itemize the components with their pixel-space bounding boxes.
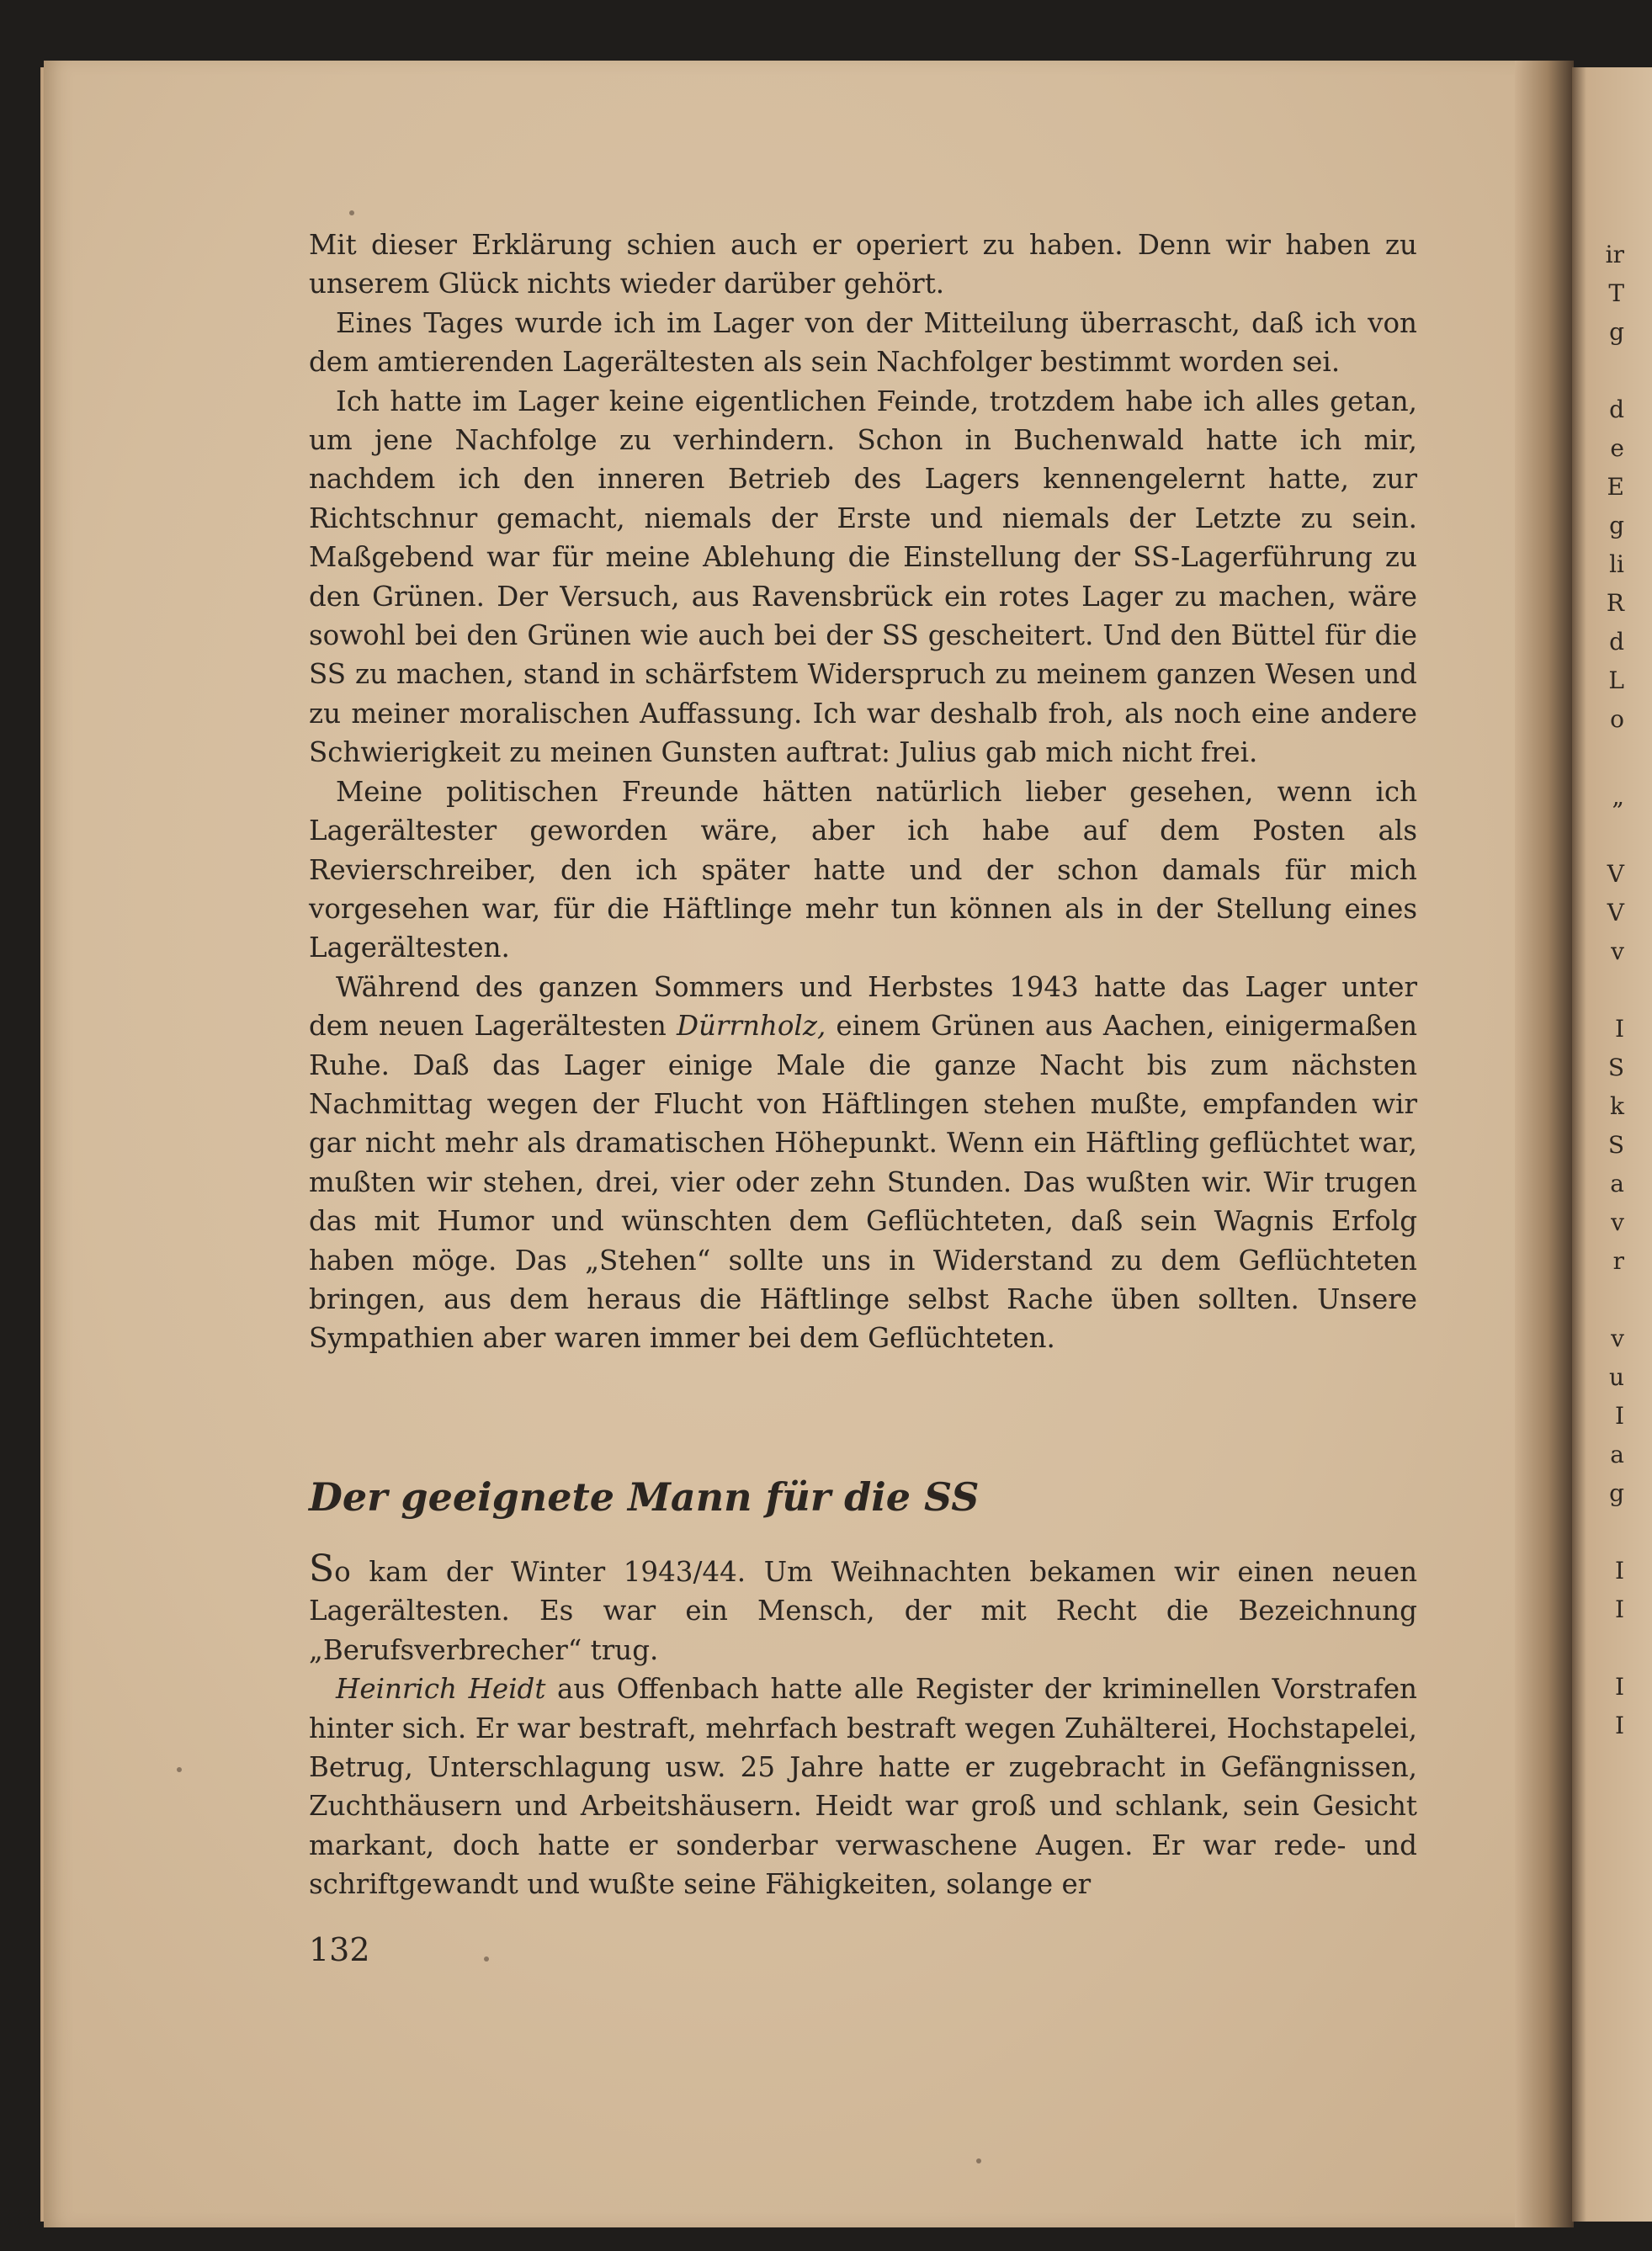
next-page-fragment: [1574, 816, 1624, 855]
person-name-italic: Heinrich Heidt: [336, 1673, 546, 1706]
next-page-edge: [1572, 67, 1652, 2222]
next-page-fragment: [1574, 739, 1624, 778]
section-heading: Der geeignete Mann für die SS: [309, 1474, 980, 1520]
next-page-fragment: I: [1614, 1673, 1624, 1701]
next-page-fragment: v: [1611, 1325, 1624, 1352]
paragraph: Ich hatte im Lager keine eigentlichen Feinde, trotzdem habe ich alles getan, um jene Nachfolge zu verhindern. Schon in Buchenwald hatte ich mir, nachdem ich den inneren Betrieb des Lagers kennengelernt hatte, zur Richtschnur gemacht, niemals der Erste und niemals der Letzte zu sein. Maßgebend war für meine Ablehung die Einstellung der SS-Lagerführung zu den Grünen. Der Versuch, aus Ravensbrück ein rotes Lager zu machen, wäre sowohl bei den Grünen wie auch bei der SS gescheitert. Und den Büttel für die SS zu machen, stand in schärfstem Widerspruch zu meinem ganzen Wesen und zu meiner moralischen Auffassung. Ich war deshalb froh, als noch eine andere Schwierigkeit zu meinen Gunsten auftrat: Julius gab mich nicht frei.: [309, 385, 1417, 769]
next-page-fragment: V: [1607, 899, 1624, 926]
paragraph-part: aus Offenbach hatte alle Register der kriminellen Vorstrafen hinter sich. Er war bestraft, mehrfach bestraft wegen Zuhälterei, Hochstapelei, Betrug, Unterschlagung usw. 25 Jahre hatte er zugebracht in Gefängnissen, Zuchthäusern und Arbeitshäusern. Heidt war groß und schlank, sein Gesicht markant, doch hatte er sonderbar verwaschene Augen. Er war rede- und schriftgewandt und wußte seine Fähigkeiten, solange er: [309, 1673, 1417, 1901]
paragraph-part: Während des ganzen Sommers und Herbstes 1943 hatte das Lager unter dem neuen Lagerältesten: [309, 970, 1417, 1043]
next-page-fragment: L: [1608, 666, 1624, 694]
paragraph: [309, 968, 1417, 1358]
paragraph: Meine politischen Freunde hätten natürlich lieber gesehen, wenn ich Lagerältester geworden wäre, aber ich habe auf dem Posten als Revierschreiber, den ich später hatte und der schon damals für mich vorgesehen war, für die Häftlinge mehr tun können als in der Stellung eines Lagerältesten.: [309, 775, 1417, 964]
paper-speck: [484, 1956, 489, 1962]
next-page-fragment: v: [1611, 937, 1624, 965]
next-page-fragment: [1574, 1629, 1624, 1668]
next-page-fragment: ir: [1605, 241, 1624, 268]
next-page-fragment: S: [1607, 1131, 1624, 1159]
person-name-italic: Dürrnholz,: [676, 1010, 826, 1043]
next-page-fragment: g: [1609, 512, 1624, 539]
next-page-fragment: li: [1609, 550, 1624, 578]
next-page-fragment: „: [1612, 783, 1624, 810]
next-page-fragment: [1574, 352, 1624, 390]
next-page-fragment: R: [1606, 589, 1624, 617]
body-text-top: [309, 226, 1417, 1358]
next-page-fragment: [1574, 1281, 1624, 1319]
paper-speck: [976, 2158, 981, 2163]
next-page-fragment: a: [1610, 1441, 1624, 1468]
next-page-fragment: I: [1614, 1557, 1624, 1585]
next-page-fragment: [1574, 971, 1624, 1010]
next-page-fragment: T: [1608, 279, 1624, 307]
next-page-fragment: I: [1614, 1402, 1624, 1430]
page-number: 132: [309, 1931, 370, 1968]
paragraph: [309, 1550, 1417, 1670]
next-page-fragment: v: [1611, 1208, 1624, 1236]
body-text-bottom: [309, 1550, 1417, 1904]
next-page-fragment: E: [1607, 473, 1624, 501]
next-page-fragment: S: [1607, 1054, 1624, 1081]
paragraph: [309, 1670, 1417, 1903]
next-page-fragment: d: [1609, 628, 1624, 656]
next-page-fragment: g: [1609, 318, 1624, 346]
next-page-fragment: I: [1614, 1595, 1624, 1623]
next-page-fragment: [1574, 1513, 1624, 1552]
paragraph: Mit dieser Erklärung schien auch er operiert zu haben. Denn wir haben zu unserem Glück nichts wieder darüber gehört.: [309, 229, 1417, 300]
next-page-fragment: e: [1610, 434, 1624, 462]
next-page-fragment: I: [1614, 1712, 1624, 1739]
next-page-fragment: k: [1610, 1092, 1624, 1120]
next-page-fragment: V: [1607, 860, 1624, 888]
paragraph-part: einem Grünen aus Aachen, einigermaßen Ruhe. Daß das Lager einige Male die ganze Nacht bis zum nächsten Nachmittag wegen der Flucht von Häftlingen stehen mußte, empfanden wir gar nicht mehr als dramatischen Höhepunkt. Wenn ein Häftling geflüchtet war, mußten wir stehen, drei, vier oder zehn Stunden. Das wußten wir. Wir trugen das mit Humor und wünschten dem Geflüchteten, daß sein Wagnis Erfolg haben möge. Das „Stehen“ sollte uns in Widerstand zu dem Geflüchteten bringen, aus dem heraus die Häftlinge selbst Rache üben sollten. Unsere Sympathien aber waren immer bei dem Geflüchteten.: [309, 1010, 1417, 1355]
book-gutter: [1515, 61, 1574, 2227]
next-page-fragment: g: [1609, 1479, 1624, 1507]
paper-speck: [349, 210, 354, 215]
drop-initial: S: [309, 1548, 335, 1590]
next-page-fragment: a: [1610, 1170, 1624, 1197]
next-page-fragment: I: [1614, 1015, 1624, 1043]
paragraph: Eines Tages wurde ich im Lager von der Mitteilung überrascht, daß ich von dem amtierenden Lagerältesten als sein Nachfolger bestimmt worden sei.: [309, 306, 1417, 379]
next-page-fragment: r: [1612, 1247, 1624, 1275]
next-page-fragment: u: [1608, 1363, 1624, 1391]
next-page-fragment: d: [1609, 396, 1624, 423]
paper-speck: [177, 1767, 182, 1772]
next-page-fragment: o: [1610, 705, 1624, 733]
paragraph-part: o kam der Winter 1943/44. Um Weihnachten bekamen wir einen neuen Lagerältesten. Es war ein Mensch, der mit Recht die Bezeichnung „Berufsverbrecher“ trug.: [309, 1556, 1417, 1666]
